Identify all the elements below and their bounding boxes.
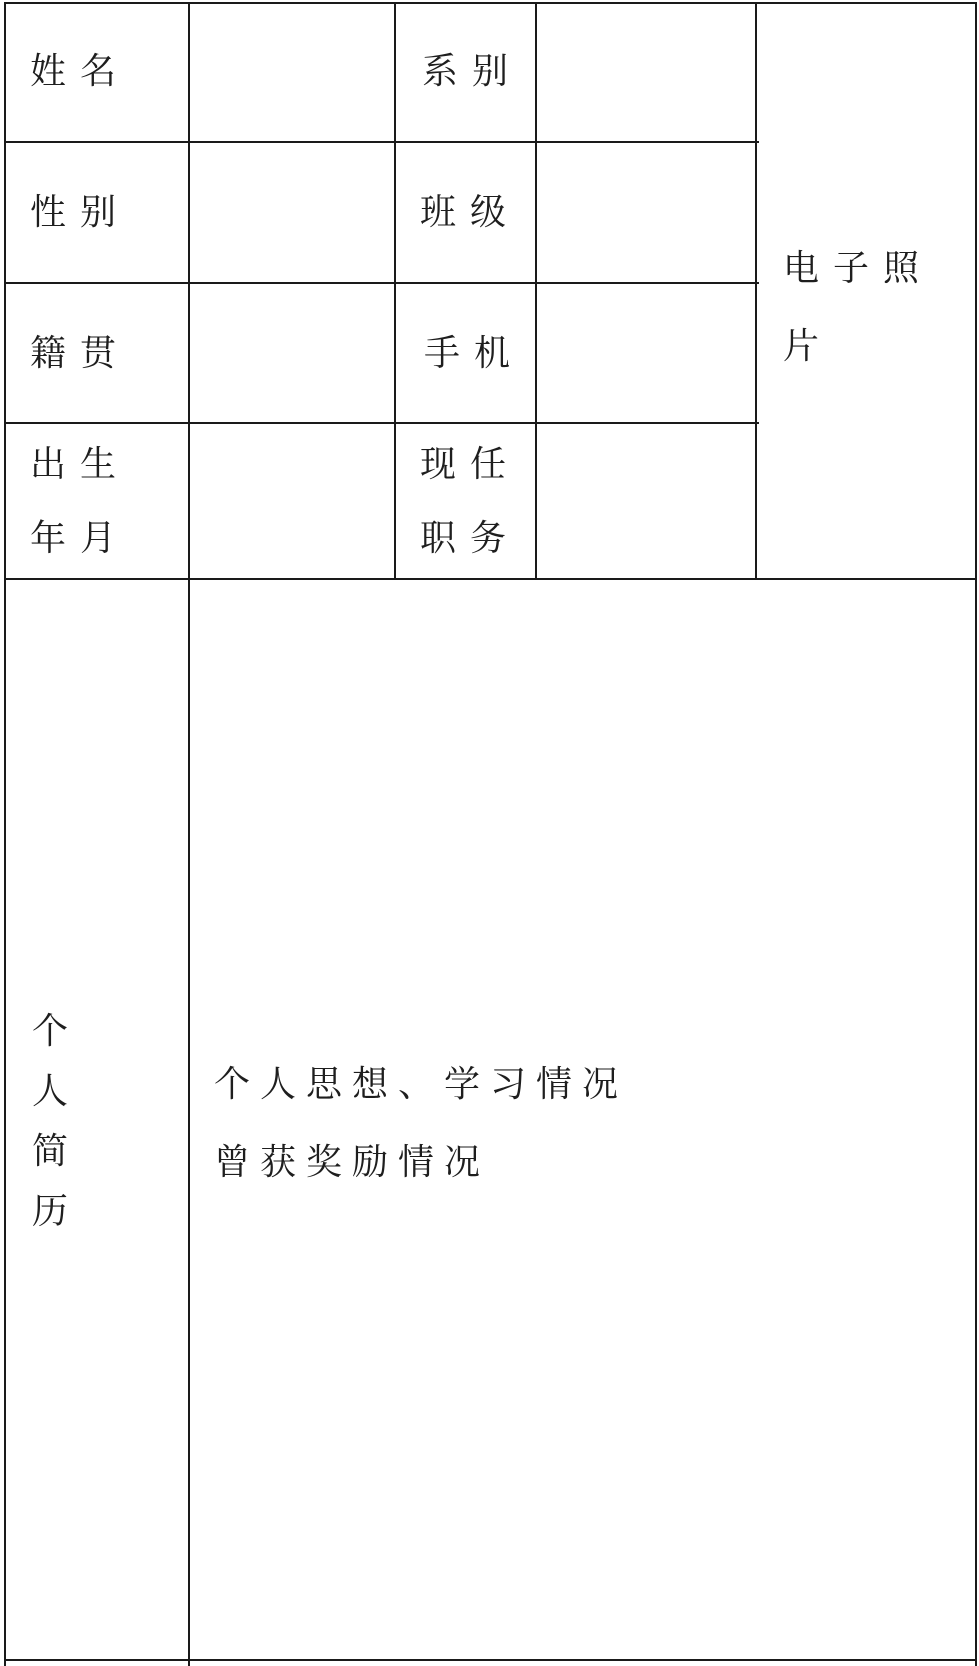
position-label-line1: 现任 (420, 444, 521, 485)
position-label (420, 424, 520, 580)
profile-line-awards: 曾获奖励情况 (214, 1142, 491, 1183)
profile-label-char-2: 人 (32, 1071, 69, 1112)
class-label: 班级 (420, 192, 521, 233)
birth-label-line1: 出生 (30, 444, 131, 485)
department-value[interactable] (546, 2, 751, 142)
hometown-label: 籍贯 (30, 333, 131, 374)
position-label-line2: 职务 (420, 518, 521, 559)
class-value[interactable] (546, 143, 751, 283)
col-divider-1 (188, 2, 190, 1666)
name-value[interactable] (200, 2, 390, 142)
birth-label (30, 424, 130, 580)
department-label: 系别 (422, 51, 523, 92)
gender-label: 性别 (30, 192, 131, 233)
position-value[interactable] (546, 424, 751, 578)
profile-label (32, 1002, 68, 1242)
table-border-right (975, 2, 977, 1666)
name-label: 姓名 (30, 51, 131, 92)
table-border-left (4, 2, 6, 1666)
phone-value[interactable] (546, 284, 751, 424)
birth-label-line2: 年月 (30, 518, 131, 559)
col-divider-3 (535, 2, 537, 579)
phone-label: 手机 (424, 333, 525, 374)
hometown-value[interactable] (200, 284, 390, 424)
profile-label-char-1: 个 (32, 1011, 69, 1052)
profile-content[interactable] (214, 1046, 628, 1202)
table-border-bottom (4, 1659, 977, 1661)
col-divider-4 (755, 2, 757, 579)
gender-value[interactable] (200, 143, 390, 283)
profile-line-thoughts: 个人思想、学习情况 (214, 1064, 629, 1105)
col-divider-2 (394, 2, 396, 579)
birth-value[interactable] (200, 424, 390, 578)
profile-label-char-4: 历 (32, 1191, 69, 1232)
profile-label-char-3: 简 (32, 1131, 69, 1172)
photo-placeholder[interactable]: 电子照片 (783, 248, 934, 367)
